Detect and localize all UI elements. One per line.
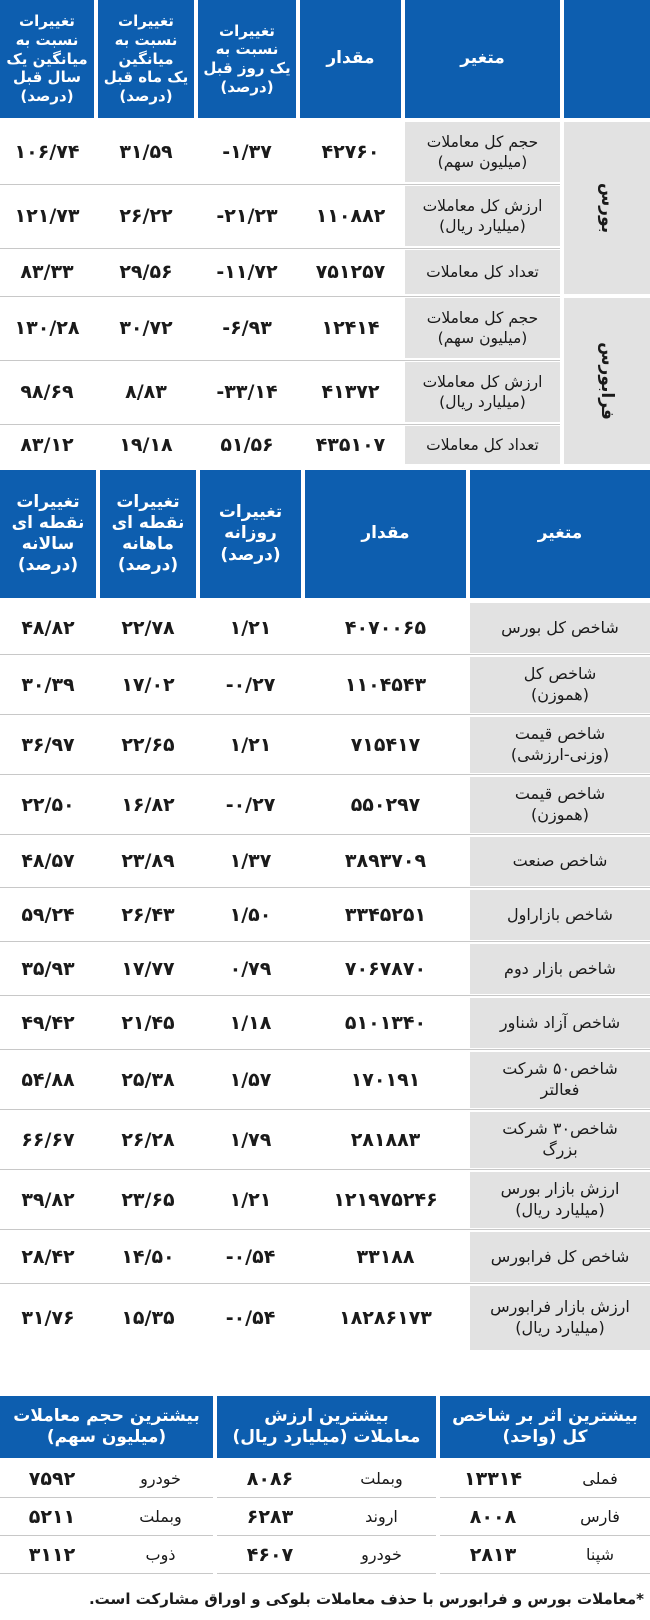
row-month-change: ۲۶/۴۳ (121, 903, 175, 926)
list-item-value: ۶۲۸۳ (246, 1505, 294, 1528)
list-item-value: ۸۰۸۶ (246, 1467, 294, 1490)
row-year-change: ۵۴/۸۸ (21, 1068, 75, 1091)
row-label: شاخص بازار دوم (470, 944, 650, 994)
row-year-change: ۵۹/۲۴ (21, 903, 75, 926)
row-value: ۱۷۰۱۹۱ (350, 1068, 421, 1091)
row-label: تعداد کل معاملات (405, 426, 560, 464)
row-day-change: ۱/۵۰ (229, 903, 272, 926)
top-header-variable: متغیر (405, 0, 560, 118)
row-month-change: ۲۳/۶۵ (121, 1188, 175, 1211)
row-day-change: ۰/۷۹ (229, 957, 272, 980)
row-year-change: ۱۰۶/۷۴ (14, 140, 80, 163)
list-header-value: بیشترین ارزش معاملات (میلیارد ریال) (217, 1396, 436, 1458)
row-value: ۱۸۲۸۶۱۷۳ (339, 1306, 432, 1329)
row-label: ارزش بازار فرابورس (میلیارد ریال) (470, 1286, 650, 1350)
list-item-name: ذوب (145, 1544, 176, 1564)
row-day-change: ۱/۱۸ (229, 1011, 272, 1034)
list-item-value: ۸۰۰۸ (469, 1505, 517, 1528)
row-day-change: -۶/۹۳ (222, 316, 272, 339)
row-year-change: ۹۸/۶۹ (20, 380, 74, 403)
row-month-change: ۱۹/۱۸ (119, 433, 173, 456)
row-value: ۱۱۰۸۸۲ (315, 204, 386, 227)
index-header-day-change: تغییرات روزانه (درصد) (200, 470, 301, 598)
row-month-change: ۳۰/۷۲ (119, 316, 173, 339)
group-label-bourse: بورس (564, 122, 650, 294)
row-month-change: ۲۶/۲۸ (121, 1128, 175, 1151)
row-year-change: ۳۶/۹۷ (21, 733, 75, 756)
row-value: ۳۳۱۸۸ (356, 1245, 415, 1268)
row-day-change: ۱/۵۷ (229, 1068, 272, 1091)
index-header-month-change: تغییرات نقطه ای ماهانه (درصد) (100, 470, 196, 598)
list-item-value: ۲۸۱۳ (469, 1543, 517, 1566)
row-day-change: -۱۱/۷۲ (216, 260, 278, 283)
row-label: شاخص کل فرابورس (470, 1232, 650, 1282)
row-year-change: ۴۹/۴۲ (21, 1011, 75, 1034)
row-day-change: ۱/۷۹ (229, 1128, 272, 1151)
row-value: ۵۵۰۲۹۷ (350, 793, 421, 816)
row-month-change: ۲۲/۶۵ (121, 733, 175, 756)
row-label: حجم کل معاملات (میلیون سهم) (405, 298, 560, 358)
list-item-name: فملی (582, 1468, 618, 1488)
row-value: ۴۲۷۶۰ (321, 140, 380, 163)
list-item-value: ۷۵۹۲ (28, 1467, 76, 1490)
list-item-name: اروند (365, 1506, 398, 1526)
top-header-value: مقدار (300, 0, 401, 118)
row-value: ۷۵۱۲۵۷ (315, 260, 386, 283)
list-item-value: ۱۳۳۱۴ (464, 1467, 522, 1490)
row-month-change: ۳۱/۵۹ (119, 140, 173, 163)
row-year-change: ۸۳/۳۳ (20, 260, 74, 283)
row-year-change: ۱۲۱/۷۳ (14, 204, 80, 227)
row-year-change: ۳۰/۳۹ (21, 673, 75, 696)
row-label: شاخص قیمت (هموزن) (470, 777, 650, 833)
row-month-change: ۱۷/۷۷ (121, 957, 175, 980)
row-day-change: ۱/۲۱ (229, 1188, 272, 1211)
row-month-change: ۱۵/۳۵ (121, 1306, 175, 1329)
row-value: ۱۱۰۴۵۴۳ (344, 673, 427, 696)
row-month-change: ۱۴/۵۰ (121, 1245, 175, 1268)
top-header-month-change: تغییرات نسبت به میانگین یک ماه قبل (درصد) (98, 0, 194, 118)
row-day-change: -۰/۲۷ (225, 793, 276, 816)
row-year-change: ۶۶/۶۷ (21, 1128, 75, 1151)
list-item-name: وبملت (360, 1468, 403, 1488)
index-header-year-change: تغییرات نقطه ای سالانه (درصد) (0, 470, 96, 598)
row-year-change: ۲۲/۵۰ (21, 793, 75, 816)
row-value: ۴۳۵۱۰۷ (315, 433, 386, 456)
row-value: ۵۱۰۱۳۴۰ (344, 1011, 427, 1034)
list-item-name: خودرو (361, 1544, 402, 1564)
row-year-change: ۳۱/۷۶ (21, 1306, 75, 1329)
row-label: شاخص کل بورس (470, 603, 650, 653)
row-day-change: -۳۳/۱۴ (216, 380, 278, 403)
row-label: شاخص آزاد شناور (470, 998, 650, 1048)
row-year-change: ۳۹/۸۲ (21, 1188, 75, 1211)
list-header-impact: بیشترین اثر بر شاخص کل (واحد) (440, 1396, 650, 1458)
row-label: ارزش بازار بورس (میلیارد ریال) (470, 1172, 650, 1228)
row-month-change: ۱۷/۰۲ (121, 673, 175, 696)
top-header-day-change: تغییرات نسبت به یک روز قبل (درصد) (198, 0, 296, 118)
row-value: ۳۸۹۳۷۰۹ (344, 850, 427, 873)
row-value: ۴۱۳۷۲ (321, 380, 380, 403)
row-label: ارزش کل معاملات (میلیارد ریال) (405, 186, 560, 246)
list-item-name: وبملت (139, 1506, 182, 1526)
row-label: شاخص قیمت (وزنی-ارزشی) (470, 717, 650, 773)
row-value: ۷۱۵۴۱۷ (350, 733, 421, 756)
row-day-change: -۱/۳۷ (222, 140, 272, 163)
row-month-change: ۲۱/۴۵ (121, 1011, 175, 1034)
row-day-change: -۰/۲۷ (225, 673, 276, 696)
list-item-value: ۳۱۱۲ (28, 1543, 76, 1566)
footnote: *معاملات بورس و فرابورس با حذف معاملات بلوکی و اوراق مشارکت است. (88, 1590, 644, 1608)
row-label: شاخص صنعت (470, 837, 650, 886)
row-month-change: ۲۹/۵۶ (119, 260, 173, 283)
row-day-change: -۰/۵۴ (225, 1306, 276, 1329)
row-year-change: ۸۳/۱۲ (20, 433, 74, 456)
row-value: ۱۲۱۹۷۵۲۴۶ (333, 1188, 438, 1211)
index-header-variable: متغیر (470, 470, 650, 598)
row-day-change: ۱/۲۱ (229, 616, 272, 639)
row-year-change: ۳۵/۹۳ (21, 957, 75, 980)
row-day-change: ۱/۲۱ (229, 733, 272, 756)
list-item-value: ۴۶۰۷ (246, 1543, 294, 1566)
row-value: ۳۳۴۵۲۵۱ (344, 903, 427, 926)
row-label: ارزش کل معاملات (میلیارد ریال) (405, 362, 560, 422)
row-value: ۷۰۶۷۸۷۰ (344, 957, 427, 980)
index-header-value: مقدار (305, 470, 466, 598)
list-header-volume: بیشترین حجم معاملات (میلیون سهم) (0, 1396, 213, 1458)
row-month-change: ۸/۸۳ (125, 380, 167, 403)
row-value: ۲۸۱۸۸۳ (350, 1128, 421, 1151)
top-header-year-change: تغییرات نسبت به میانگین یک سال قبل (درصد) (0, 0, 94, 118)
row-value: ۴۰۷۰۰۶۵ (344, 616, 427, 639)
row-month-change: ۲۵/۳۸ (121, 1068, 175, 1091)
row-month-change: ۲۳/۸۹ (121, 850, 175, 873)
row-month-change: ۲۲/۷۸ (121, 616, 175, 639)
row-label: شاخص۵۰ شرکت فعالتر (470, 1052, 650, 1108)
row-day-change: ۵۱/۵۶ (220, 433, 274, 456)
row-month-change: ۱۶/۸۲ (121, 793, 175, 816)
row-label: تعداد کل معاملات (405, 250, 560, 294)
row-month-change: ۲۶/۲۲ (119, 204, 173, 227)
row-value: ۱۲۴۱۴ (321, 316, 380, 339)
list-item-name: شپنا (586, 1544, 614, 1564)
row-label: شاخص کل (هموزن) (470, 657, 650, 713)
row-label: شاخص۳۰ شرکت بزرگ (470, 1112, 650, 1168)
list-item-name: فارس (580, 1506, 620, 1526)
row-label: شاخص بازاراول (470, 890, 650, 940)
row-year-change: ۴۸/۸۲ (21, 616, 75, 639)
row-day-change: ۱/۳۷ (229, 850, 272, 873)
row-year-change: ۱۳۰/۲۸ (14, 316, 80, 339)
list-item-name: خودرو (140, 1468, 181, 1488)
row-label: حجم کل معاملات (میلیون سهم) (405, 122, 560, 182)
top-header-group-corner (564, 0, 650, 118)
row-year-change: ۴۸/۵۷ (21, 850, 75, 873)
list-item-value: ۵۲۱۱ (28, 1505, 76, 1528)
row-day-change: -۰/۵۴ (225, 1245, 276, 1268)
row-year-change: ۲۸/۴۲ (21, 1245, 75, 1268)
group-label-farabourse: فرابورس (564, 298, 650, 464)
row-day-change: -۲۱/۲۳ (216, 204, 278, 227)
